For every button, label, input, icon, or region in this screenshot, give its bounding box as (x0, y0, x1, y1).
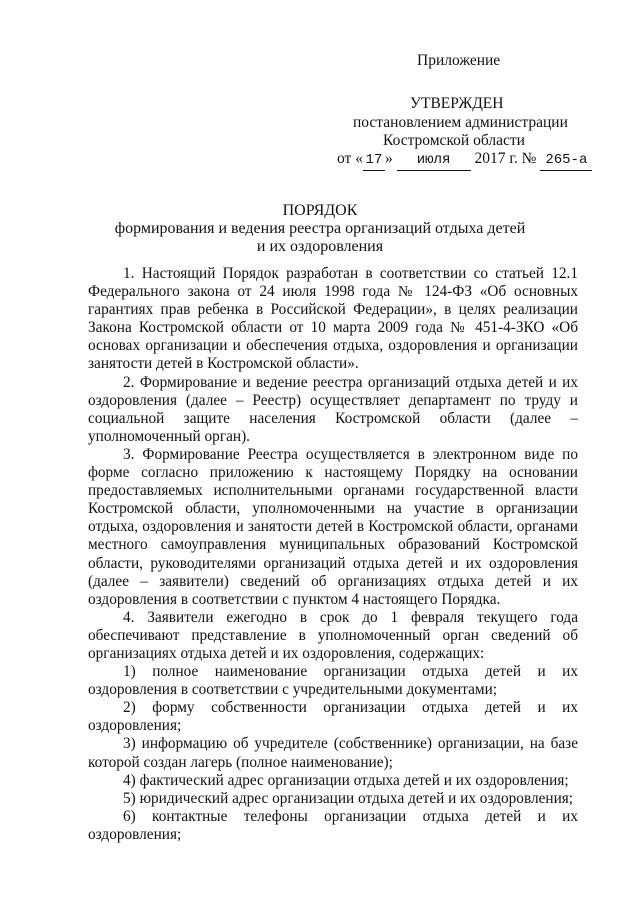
list-item-6: 6) контактные телефоны организации отдыха детей и их оздоровления; (88, 807, 578, 843)
paragraph-2: 2. Формирование и ведение реестра организаций отдыха детей и их оздоровления (далее – Реестр) осуществляет департамент по труду и социальной защите населения Костромской области (далее – уполномоченный орган). (88, 373, 578, 445)
approval-date-line (337, 149, 592, 171)
list-item-5: 5) юридический адрес организации отдыха детей и их оздоровления; (123, 789, 574, 807)
handwritten-month: июля (397, 151, 471, 171)
appendix-label: Приложение (417, 52, 501, 69)
list-item-4: 4) фактический адрес организации отдыха детей и их оздоровления; (123, 771, 569, 789)
close-quote: » (384, 150, 393, 167)
list-item-2: 2) форму собственности организации отдыха детей и их оздоровления; (88, 699, 578, 735)
approval-line-1: постановлением администрации (353, 114, 568, 131)
document-subtitle-2: и их оздоровления (256, 238, 384, 255)
approved-heading: УТВЕРЖДЕН (410, 95, 504, 112)
list-item-1: 1) полное наименование организации отдыха детей и их оздоровления в соответствии с учредительными документами; (88, 663, 578, 699)
paragraph-3: 3. Формирование Реестра осуществляется в электронном виде по форме согласно приложению к настоящему Порядку на основании предоставляемых исполнительными органами государственной власти Костромской области, уполномоченными на участие в организации отдыха, оздоровления и занятости детей в Костромской области, органами местного самоуправления муниципальных образований Костромской области, руководителями организаций отдыха детей и их оздоровления (далее – заявители) сведений об организациях отдыха детей и их оздоровления в соответствии с пунктом 4 настоящего Порядка. (88, 445, 578, 608)
year-label: 2017 г. № (474, 150, 537, 167)
handwritten-number: 265-а (540, 151, 592, 171)
paragraph-4: 4. Заявители ежегодно в срок до 1 февраля текущего года обеспечивают представление в уполномоченный орган сведений об организациях отдыха детей и их оздоровления, содержащих: (88, 608, 578, 662)
approval-line-2: Костромской области (383, 132, 525, 149)
document-title: ПОРЯДОК (282, 202, 358, 219)
document-body (88, 265, 578, 844)
list-item-3: 3) информацию об учредителе (собственнике) организации, на базе которой создан лагерь (полное наименование); (88, 735, 578, 771)
document-subtitle-1: формирования и ведения реестра организаций отдыха детей (114, 220, 526, 237)
handwritten-day: 17 (363, 151, 385, 171)
paragraph-1: 1. Настоящий Порядок разработан в соответствии со статьей 12.1 Федерального закона от 24 июля 1998 года № 124-ФЗ «Об основных гарантиях прав ребенка в Российской Федерации», в целях реализации Закона Костромской области от 10 марта 2009 года № 451-4-ЗКО «Об основах организации и обеспечения отдыха, оздоровления и организации занятости детей в Костромской области». (88, 265, 578, 373)
from-label: от « (337, 150, 363, 167)
